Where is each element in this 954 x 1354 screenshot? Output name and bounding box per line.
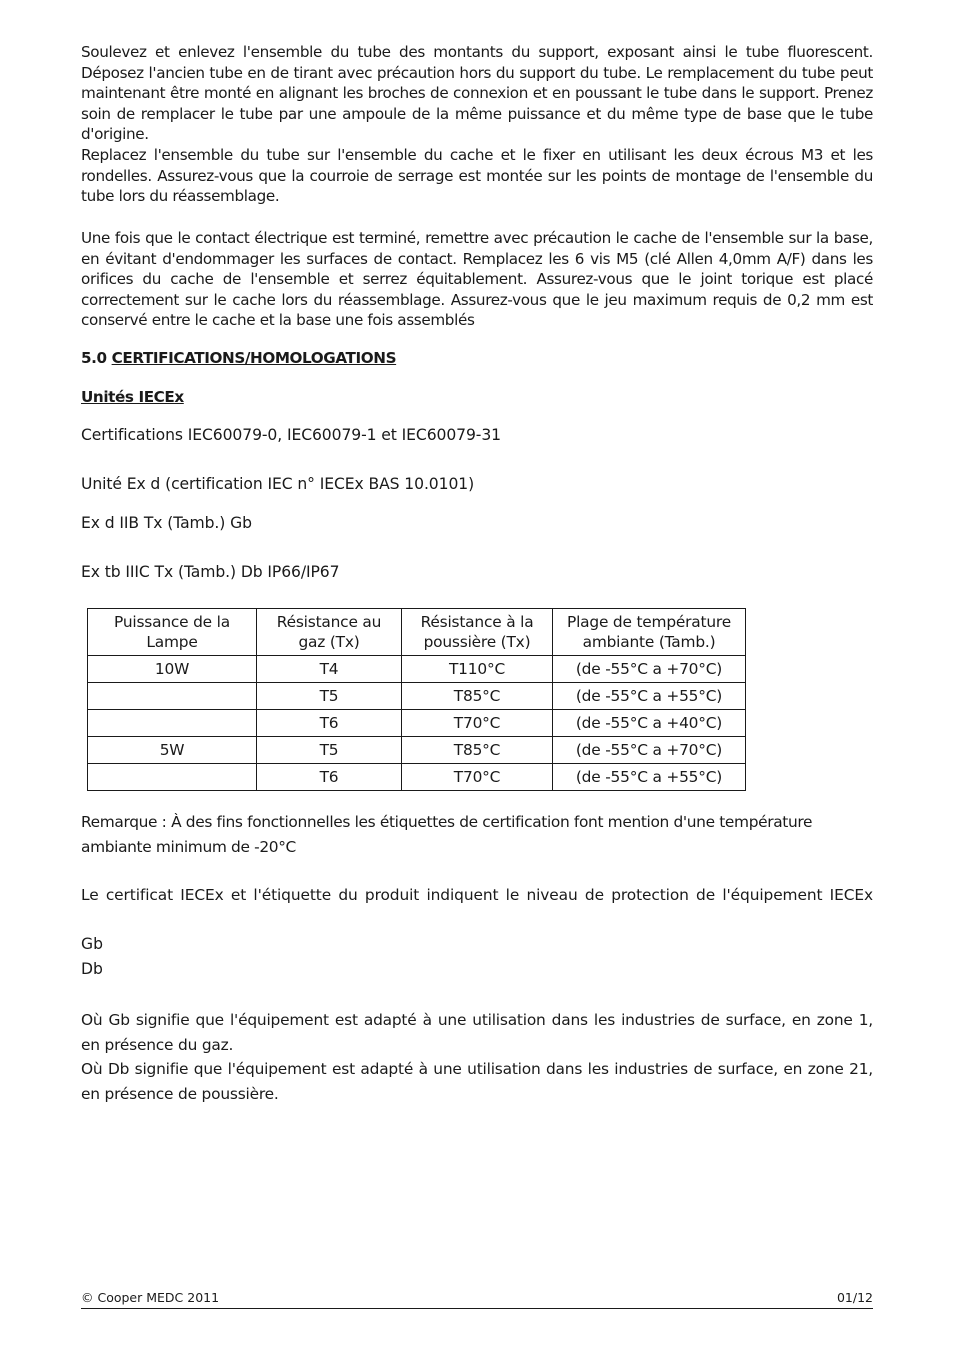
certificate-statement: Le certificat IECEx et l'étiquette du produit indiquent le niveau de protection de l'équipement IECEx — [81, 886, 873, 904]
cell-ambient-range: (de -55°C a +70°C) — [553, 737, 746, 764]
header-dust-resistance: Résistance à la poussière (Tx) — [402, 609, 553, 656]
explanation-db: Où Db signifie que l'équipement est adapté à une utilisation dans les industries de surface, en zone 21, en présence de poussière. — [81, 1060, 873, 1103]
cell-lamp-power — [88, 683, 257, 710]
cell-lamp-power: 10W — [88, 656, 257, 683]
header-gas-resistance: Résistance au gaz (Tx) — [257, 609, 402, 656]
unit-line: Unité Ex d (certification IEC n° IECEx BAS 10.0101) — [81, 475, 475, 493]
subsection-heading: Unités IECEx — [81, 388, 184, 406]
table-row — [88, 710, 746, 737]
footer-page-number: 01/12 — [836, 1290, 873, 1305]
explanation-gb: Où Gb signifie que l'équipement est adapté à une utilisation dans les industries de surface, en zone 1, en présence du gaz. — [81, 1011, 873, 1054]
cell-dust-temp: T110°C — [402, 656, 553, 683]
section-title: CERTIFICATIONS/HOMOLOGATIONS — [111, 349, 397, 367]
page-footer — [81, 1290, 873, 1309]
table-row — [88, 683, 746, 710]
table-row — [88, 737, 746, 764]
footer-copyright: © Cooper MEDC 2011 — [81, 1290, 220, 1305]
section-heading — [81, 348, 396, 368]
cell-dust-temp: T70°C — [402, 710, 553, 737]
protection-level-gb: Gb — [81, 935, 103, 953]
cell-ambient-range: (de -55°C a +55°C) — [553, 683, 746, 710]
cell-lamp-power: 5W — [88, 737, 257, 764]
paragraph-tube-reassembly: Replacez l'ensemble du tube sur l'ensemble du cache et le fixer en utilisant les deux écrous M3 et les rondelles. Assurez-vous que la courroie de serrage est montée sur les points de montage de l'ensemble du tube lors du réassemblage. — [81, 146, 873, 206]
cell-ambient-range: (de -55°C a +55°C) — [553, 764, 746, 791]
certifications-line: Certifications IEC60079-0, IEC60079-1 et IEC60079-31 — [81, 426, 501, 444]
cell-ambient-range: (de -55°C a +70°C) — [553, 656, 746, 683]
cell-dust-temp: T85°C — [402, 683, 553, 710]
cell-lamp-power — [88, 710, 257, 737]
ambient-note: Remarque : À des fins fonctionnelles les étiquettes de certification font mention d'une température ambiante minimum de -20°C — [81, 813, 813, 856]
cell-dust-temp: T70°C — [402, 764, 553, 791]
table-row — [88, 656, 746, 683]
table-row — [88, 764, 746, 791]
cell-gas-class: T6 — [257, 764, 402, 791]
cell-gas-class: T6 — [257, 710, 402, 737]
cell-gas-class: T5 — [257, 737, 402, 764]
cell-lamp-power — [88, 764, 257, 791]
certification-table — [87, 608, 746, 791]
header-ambient-range: Plage de température ambiante (Tamb.) — [553, 609, 746, 656]
cell-gas-class: T5 — [257, 683, 402, 710]
cell-ambient-range: (de -55°C a +40°C) — [553, 710, 746, 737]
paragraph-tube-removal: Soulevez et enlevez l'ensemble du tube des montants du support, exposant ainsi le tube fluorescent. Déposez l'ancien tube en de tirant avec précaution hors du support du tube. Le remplacement du tube peut maintenant être monté en alignant les broches de connexion et en poussant le tube dans le support. Prenez soin de remplacer le tube par une ampoule de la même puissance et du même type de base que le tube d'origine. — [81, 43, 873, 144]
cell-dust-temp: T85°C — [402, 737, 553, 764]
table-header-row — [88, 609, 746, 656]
exd-marking-line: Ex d IIB Tx (Tamb.) Gb — [81, 514, 252, 532]
protection-level-db: Db — [81, 960, 103, 978]
extb-marking-line: Ex tb IIIC Tx (Tamb.) Db IP66/IP67 — [81, 563, 340, 581]
paragraph-cover-refit: Une fois que le contact électrique est terminé, remettre avec précaution le cache de l'ensemble sur la base, en évitant d'endommager les surfaces de contact. Remplacez les 6 vis M5 (clé Allen 4,0mm A/F) dans les orifices du cache de l'ensemble et serrez équitablement. Assurez-vous que le joint torique est placé correctement sur le cache lors du réassemblage. Assurez-vous que le jeu maximum requis de 0,2 mm est conservé entre le cache et la base une fois assemblés — [81, 229, 873, 330]
header-lamp-power: Puissance de la Lampe — [88, 609, 257, 656]
section-number: 5.0 — [81, 349, 107, 367]
cell-gas-class: T4 — [257, 656, 402, 683]
